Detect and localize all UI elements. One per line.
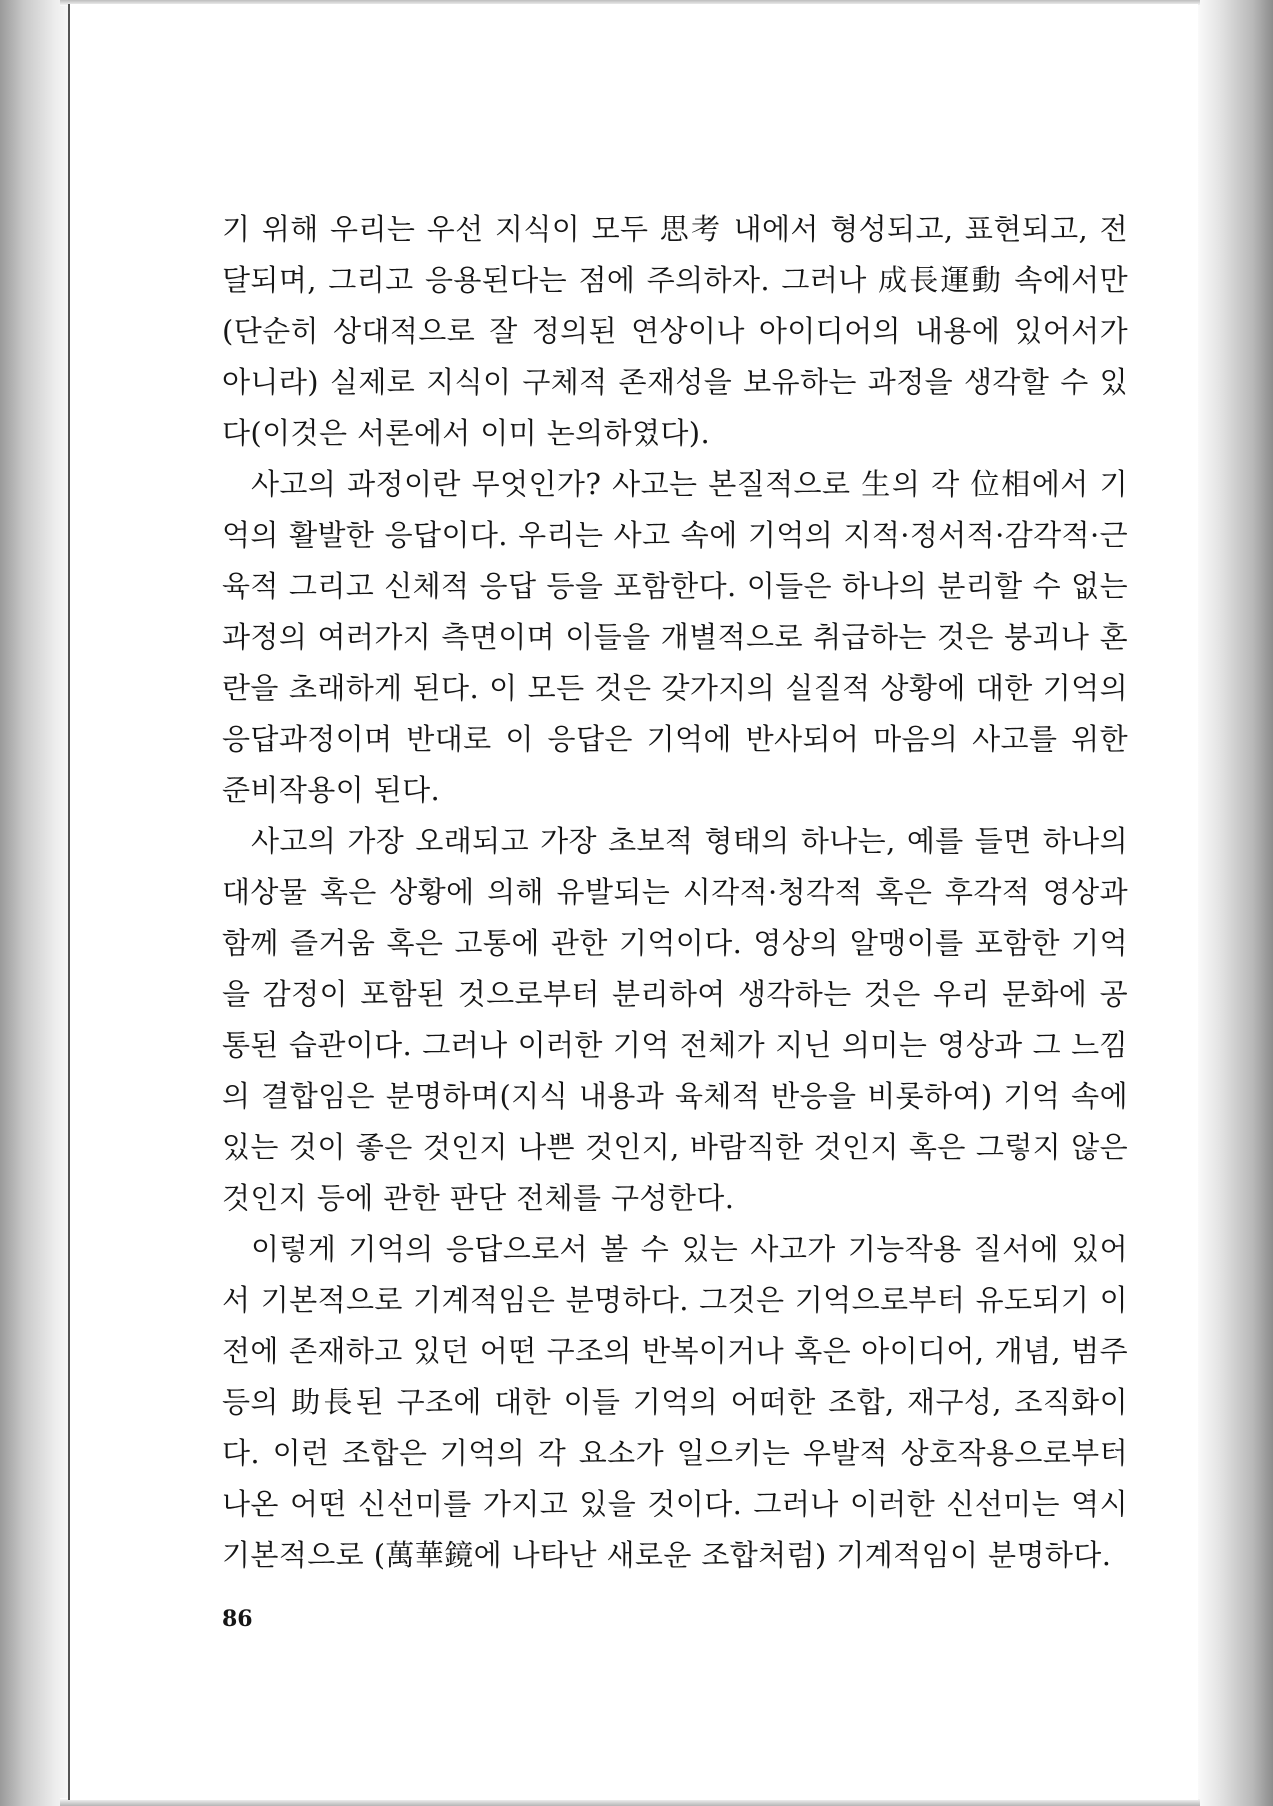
page-number: 86: [222, 1606, 253, 1632]
paragraph-1: 기 위해 우리는 우선 지식이 모두 思考 내에서 형성되고, 표현되고, 전달되며, 그리고 응용된다는 점에 주의하자. 그러나 成長運動 속에서만 (단순히 상대적으로 잘 정의된 연상이나 아이디어의 내용에 있어서가 아니라) 실제로 지식이 구체적 존재성을 보유하는 과정을 생각할 수 있다(이것은 서론에서 이미 논의하였다).: [222, 212, 1128, 450]
paragraph-4: 이렇게 기억의 응답으로서 볼 수 있는 사고가 기능작용 질서에 있어서 기본적으로 기계적임은 분명하다. 그것은 기억으로부터 유도되기 이전에 존재하고 있던 어떤 구조의 반복이거나 혹은 아이디어, 개념, 범주 등의 助長된 구조에 대한 이들 기억의 어떠한 조합, 재구성, 조직화이다. 이런 조합은 기억의 각 요소가 일으키는 우발적 상호작용으로부터 나온 어떤 신선미를 가지고 있을 것이다. 그러나 이러한 신선미는 역시 기본적으로 (萬華鏡에 나타난 새로운 조합처럼) 기계적임이 분명하다.: [222, 1232, 1128, 1572]
paragraph-3: 사고의 가장 오래되고 가장 초보적 형태의 하나는, 예를 들면 하나의 대상물 혹은 상황에 의해 유발되는 시각적·청각적 혹은 후각적 영상과 함께 즐거움 혹은 고통에 관한 기억이다. 영상의 알맹이를 포함한 기억을 감정이 포함된 것으로부터 분리하여 생각하는 것은 우리 문화에 공통된 습관이다. 그러나 이러한 기억 전체가 지닌 의미는 영상과 그 느낌의 결합임은 분명하며(지식 내용과 육체적 반응을 비롯하여) 기억 속에 있는 것이 좋은 것인지 나쁜 것인지, 바람직한 것인지 혹은 그렇지 않은 것인지 등에 관한 판단 전체를 구성한다.: [222, 824, 1128, 1215]
book-binding-shadow: [0, 0, 78, 1806]
body-text: [222, 204, 1128, 1581]
paragraph-2: 사고의 과정이란 무엇인가? 사고는 본질적으로 生의 각 位相에서 기억의 활발한 응답이다. 우리는 사고 속에 기억의 지적·정서적·감각적·근육적 그리고 신체적 응답 등을 포함한다. 이들은 하나의 분리할 수 없는 과정의 여러가지 측면이며 이들을 개별적으로 취급하는 것은 붕괴나 혼란을 초래하게 된다. 이 모든 것은 갖가지의 실질적 상황에 대한 기억의 응답과정이며 반대로 이 응답은 기억에 반사되어 마음의 사고를 위한 준비작용이 된다.: [222, 467, 1128, 807]
book-edge-shadow: [1193, 0, 1273, 1806]
